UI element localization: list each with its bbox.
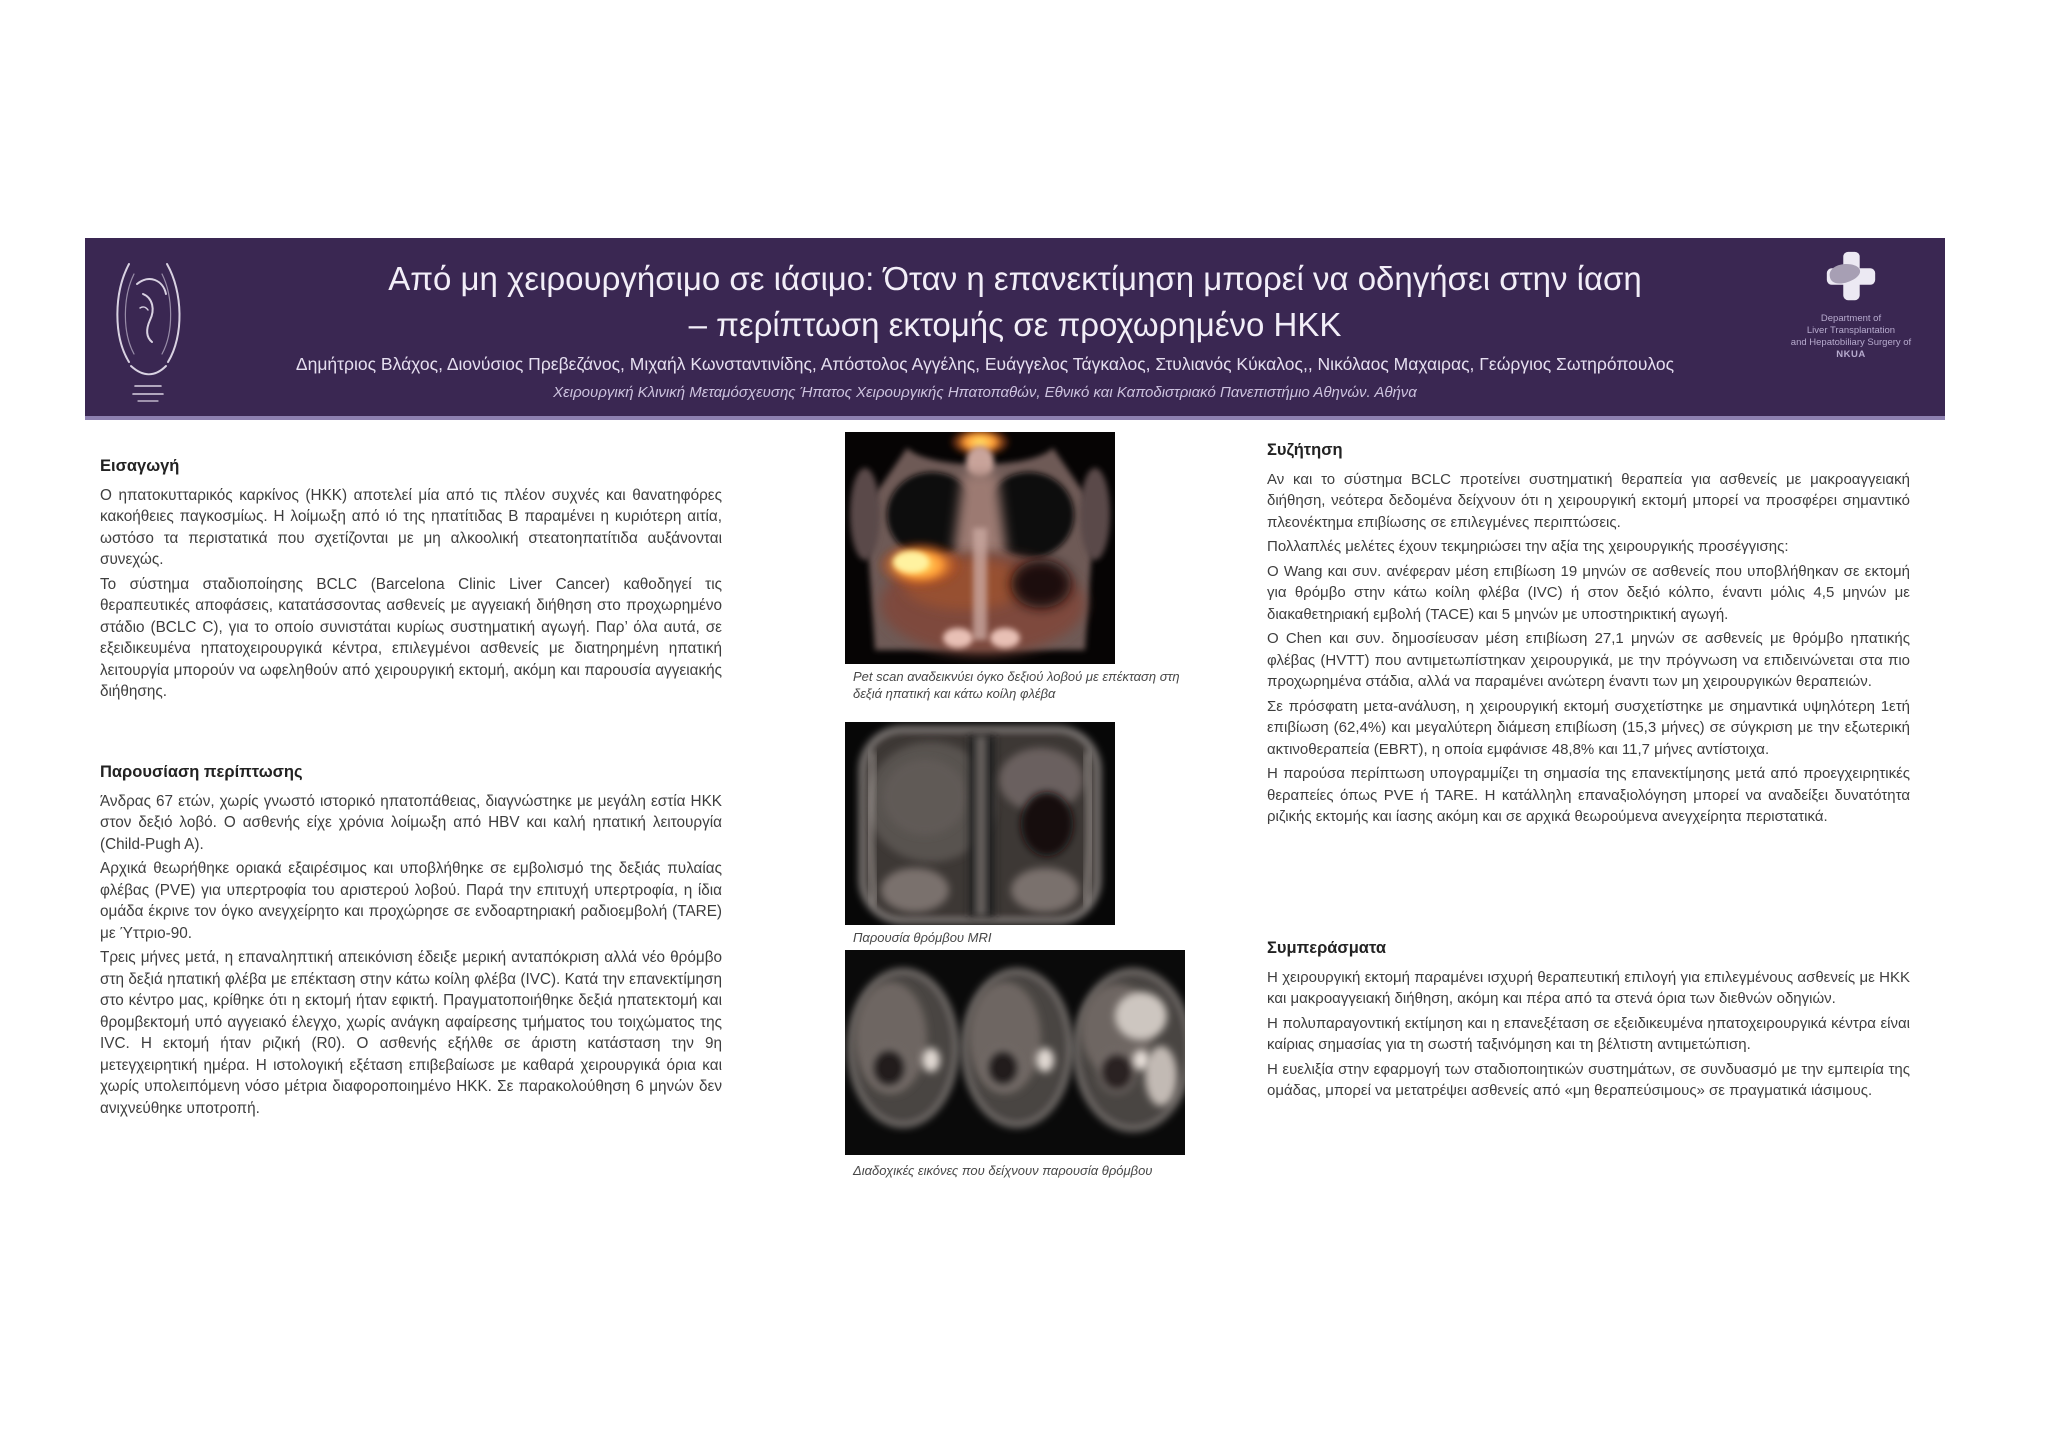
department-logo	[1771, 248, 1931, 361]
intro-paragraph-2: Το σύστημα σταδιοποίησης BCLC (Barcelona Clinic Liver Cancer) καθοδηγεί τις θεραπευτικές αποφάσεις, κατατάσσοντας ασθενείς με αγγειακή διήθηση στο προχωρημένο στάδιο (BCLC C), για το οποίο συνιστάται κυρίως συστηματική αγωγή. Παρ’ όλα αυτά, σε εξειδικευμένα ηπατοχειρουργικά κέντρα, επιλεγμένοι ασθενείς με διατηρημένη ηπατική λειτουργία μπορούν να ωφεληθούν από χειρουργική εκτομή, ακόμη και παρουσία αγγειακής διήθησης.	[100, 575, 722, 700]
intro-heading: Εισαγωγή	[100, 457, 180, 475]
case-paragraph-3: Τρεις μήνες μετά, η επαναληπτική απεικόνιση έδειξε μερική ανταπόκριση αλλά νέο θρόμβο στη δεξιά ηπατική φλέβα με επέκταση στην κάτω κοίλη φλέβα (IVC). Κατά την επανεκτίμηση στο κέντρο μας, κρίθηκε ότι η εκτομή ήταν εφικτή. Πραγματοποιήθηκε δεξιά ηπατεκτομή και θρομβεκτομή υπό αγγειακό έλεγχο, χωρίς ανάγκη αφαίρεσης τμήματος του τοιχώματος της IVC. Η εκτομή ήταν ριζική (R0). Ο ασθενής εξήλθε σε άριστη κατάσταση την 9η μετεγχειρητική ημέρα. Η ιστολογική εξέταση επιβεβαίωσε με καθαρά χειρουργικά όρια και χωρίς υπολειπόμενη νόσο μέτρια διαφοροποιημένο ΗΚΚ. Σε παρακολούθηση 6 μηνών δεν ανιχνεύθηκε υποτροπή.	[100, 949, 722, 1117]
affiliation-line: Χειρουργική Κλινική Μεταμόσχευσης Ήπατος Χειρουργικής Ηπατοπαθών, Εθνικό και Καποδιστριακό Πανεπιστήμιο Αθηνών. Αθήνα	[553, 384, 1417, 401]
dept-text-line4: NKUA	[1836, 349, 1866, 360]
authors-line: Δημήτριος Βλάχος, Διονύσιος Πρεβεζάνος, Μιχαήλ Κωνσταντινίδης, Απόστολος Αγγέλης, Ευάγγελος Τάγκαλος, Στυλιανός Κύκαλος,, Νικόλαος Μαχαιρας, Γεώργιος Σωτηρόπουλος	[295, 354, 1675, 374]
discussion-paragraph-5: Σε πρόσφατη μετα-ανάλυση, η χειρουργική εκτομή συσχετίστηκε με σημαντικά υψηλότερη 1ετή επιβίωση (62,4%) και μεγαλύτερη διάμεση επιβίωση (15,3 μήνες) σε σύγκριση με την εξωτερική ακτινοθεραπεία (EBRT), η οποία εμφάνισε 48,8% και 11,7 μήνες αντίστοιχα.	[1267, 697, 1910, 758]
liver-cross-icon	[1822, 248, 1880, 306]
conclusions-section	[1267, 938, 1910, 1105]
mri-coronal-image	[845, 722, 1115, 925]
discussion-paragraph-3: Ο Wang και συν. ανέφεραν μέση επιβίωση 19 μηνών σε ασθενείς που υποβλήθηκαν σε εκτομή για θρόμβο στην κάτω κοίλη φλέβα (IVC) ή στον δεξιό κόλπο, έναντι μόλις 4,5 μηνών με διακαθετηριακή εμβολή (TACE) και 5 μηνών με υποστηρικτική αγωγή.	[1267, 562, 1910, 623]
axial-caption: Διαδοχικές εικόνες που δείχνουν παρουσία θρόμβου	[853, 1163, 1153, 1178]
header-banner	[85, 238, 1945, 420]
discussion-paragraph-6: Η παρούσα περίπτωση υπογραμμίζει τη σημασία της επανεκτίμησης μετά από προεγχειρητικές θεραπείες όπως PVE ή TARE. Η κατάλληλη επαναξιολόγηση μπορεί να αναδείξει δυνατότητα ριζικής εκτομής και ίασης ακόμη και σε αρχικά θεωρούμενα ανεγχείρητα περιστατικά.	[1267, 765, 1910, 825]
pet-scan-image	[845, 432, 1115, 664]
dept-text-line3: and Hepatobiliary Surgery of	[1790, 337, 1912, 348]
conclusions-paragraph-1: Η χειρουργική εκτομή παραμένει ισχυρή θεραπευτική επιλογή για επιλεγμένους ασθενείς με ΗΚΚ και μακροαγγειακή διήθηση, ακόμη και πέρα από τα στενά όρια των διεθνών οδηγιών.	[1267, 968, 1910, 1007]
case-section	[100, 762, 722, 1122]
conclusions-paragraph-3: Η ευελιξία στην εφαρμογή των σταδιοποιητικών συστημάτων, σε συνδυασμό με την εμπειρία της ομάδας, μπορεί να μετατρέψει ασθενείς από «μη θεραπεύσιμους» σε πραγματικά ιάσιμους.	[1267, 1060, 1910, 1099]
case-heading: Παρουσίαση περίπτωσης	[100, 763, 303, 781]
poster-title	[325, 256, 1705, 348]
discussion-paragraph-1: Αν και το σύστημα BCLC προτείνει συστηματική θεραπεία για ασθενείς με μακροαγγειακή διήθηση, νεότερα δεδομένα δείχνουν ότι η χειρουργική εκτομή μπορεί να προσφέρει σημαντικό πλεονέκτημα επιβίωσης σε επιλεγμένες περιπτώσεις.	[1267, 470, 1910, 531]
mri-caption: Παρουσία θρόμβου MRI	[853, 930, 992, 945]
department-logo-text	[1771, 313, 1931, 361]
discussion-heading: Συζήτηση	[1267, 441, 1343, 459]
discussion-paragraph-4: Ο Chen και συν. δημοσίευσαν μέση επιβίωση 27,1 μηνών σε ασθενείς με θρόμβο ηπατικής φλέβας (HVTT) που αντιμετωπίστηκαν χειρουργικά, με την πρόγνωση να επιδεινώνεται στα πιο προχωρημένα στάδια, αλλά να παραμένει ανώτερη έναντι των μη χειρουργικών θεραπειών.	[1267, 630, 1910, 690]
discussion-paragraph-2: Πολλαπλές μελέτες έχουν τεκμηριώσει την αξία της χειρουργικής προσέγγισης:	[1267, 538, 1789, 555]
dept-text-line2: Liver Transplantation	[1806, 325, 1896, 336]
poster-title-line1: Από μη χειρουργήσιμο σε ιάσιμο: Όταν η επανεκτίμηση μπορεί να οδηγήσει στην ίαση	[388, 260, 1642, 297]
pet-scan-caption: Pet scan αναδεικνύει όγκο δεξιού λοβού με επέκταση στη δεξιά ηπατική και κάτω κοίλη φλέβα	[853, 669, 1180, 701]
dept-text-line1: Department of	[1820, 313, 1882, 324]
discussion-section	[1267, 440, 1910, 831]
axial-slices-image	[845, 950, 1185, 1155]
case-paragraph-2: Αρχικά θεωρήθηκε οριακά εξαιρέσιμος και υποβλήθηκε σε εμβολισμό της δεξιάς πυλαίας φλέβας (PVE) για υπερτροφία του αριστερού λοβού. Παρά την επιτυχή υπερτροφία, η ίδια ομάδα έκρινε τον όγκο ανεγχείρητο και προχώρησε σε ενδοαρτηριακή ραδιοεμβολή (TARE) με Ύττριο-90.	[100, 860, 722, 942]
poster-title-line2: – περίπτωση εκτομής σε προχωρημένο ΗΚΚ	[688, 306, 1342, 343]
university-emblem-icon	[107, 250, 189, 413]
intro-section	[100, 456, 722, 706]
intro-paragraph-1: Ο ηπατοκυτταρικός καρκίνος (ΗΚΚ) αποτελεί μία από τις πλέον συχνές και θανατηφόρες κακοήθειες παγκοσμίως. Η λοίμωξη από ιό της ηπατίτιδας Β παραμένει η κυριότερη αιτία, ωστόσο τα περιστατικά που σχετίζονται με μη αλκοολική στεατοηπατίτιδα αυξάνονται συνεχώς.	[100, 486, 722, 568]
case-paragraph-1: Άνδρας 67 ετών, χωρίς γνωστό ιστορικό ηπατοπάθειας, διαγνώστηκε με μεγάλη εστία ΗΚΚ στον δεξιό λοβό. Ο ασθενής είχε χρόνια λοίμωξη από HBV και καλή ηπατική λειτουργία (Child-Pugh A).	[100, 792, 722, 853]
conclusions-heading: Συμπεράσματα	[1267, 939, 1386, 957]
conclusions-paragraph-2: Η πολυπαραγοντική εκτίμηση και η επανεξέταση σε εξειδικευμένα ηπατοχειρουργικά κέντρα είναι καίριας σημασίας για τη σωστή ταξινόμηση και τη βέλτιστη αντιμετώπιση.	[1267, 1014, 1910, 1053]
